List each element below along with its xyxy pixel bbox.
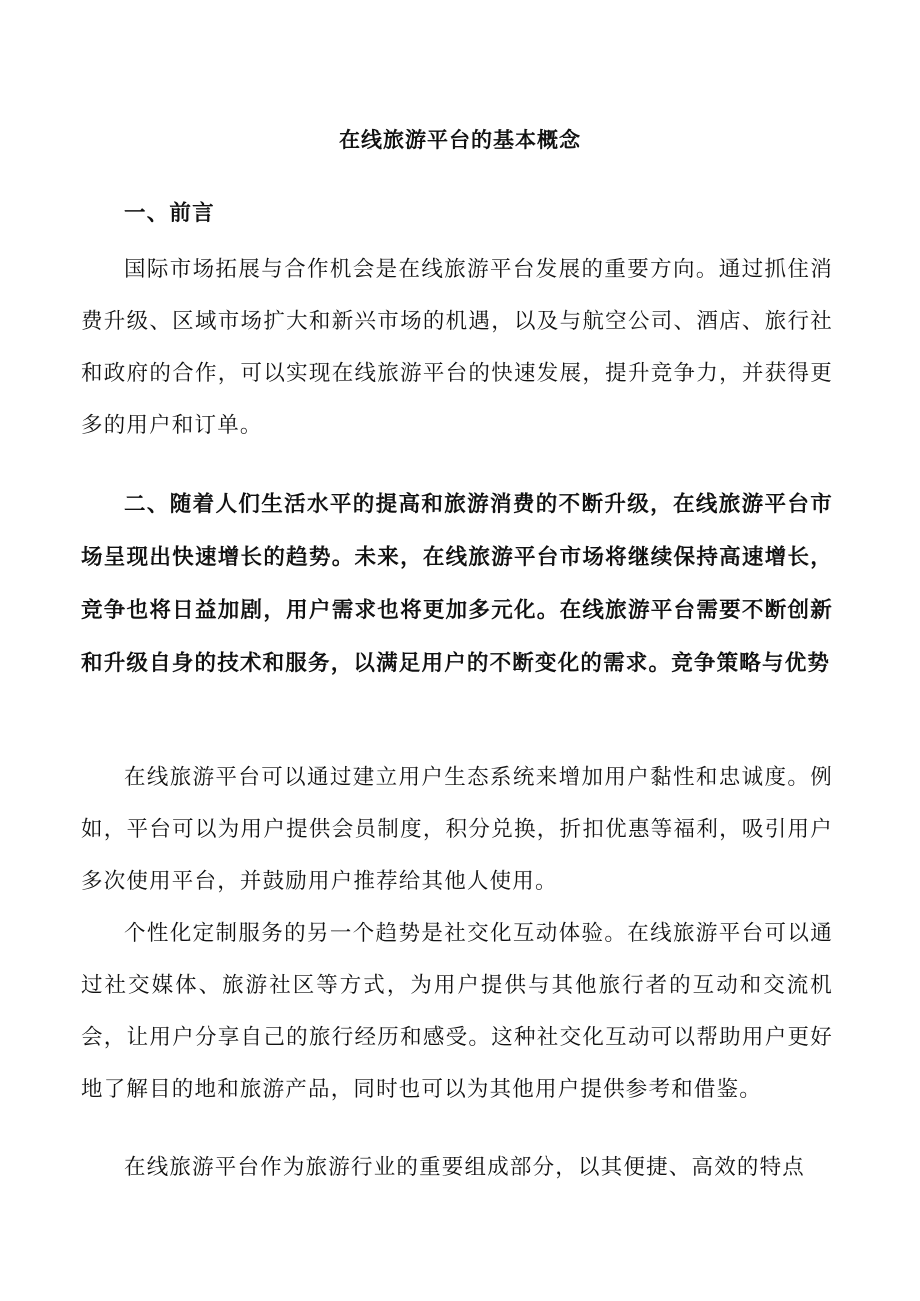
section-heading-competition: 二、随着人们生活水平的提高和旅游消费的不断升级，在线旅游平台市场呈现出快速增长的趋势。未来，在线旅游平台市场将继续保持高速增长，竞争也将日益加剧，用户需求也将更加多元化。在线旅游平台需要不断创新和升级自身的技术和服务，以满足用户的不断变化的需求。竞争策略与优势 <box>81 492 833 676</box>
paragraph-international-expansion: 国际市场拓展与合作机会是在线旅游平台发展的重要方向。通过抓住消费升级、区域市场扩大和新兴市场的机遇，以及与航空公司、酒店、旅行社和政府的合作，可以实现在线旅游平台的快速发展，提升竞争力，并获得更多的用户和订单。 <box>81 257 833 438</box>
paragraph-social-interaction: 个性化定制服务的另一个趋势是社交化互动体验。在线旅游平台可以通过社交媒体、旅游社区等方式，为用户提供与其他旅行者的互动和交流机会，让用户分享自己的旅行经历和感受。这种社交化互动可以帮助用户更好地了解目的地和旅游产品，同时也可以为其他用户提供参考和借鉴。 <box>81 921 833 1102</box>
page-title: 在线旅游平台的基本概念 <box>339 127 581 152</box>
section-heading-preface: 一、前言 <box>124 201 215 226</box>
paragraph-industry-role: 在线旅游平台作为旅游行业的重要组成部分，以其便捷、高效的特点 <box>124 1155 806 1180</box>
paragraph-user-ecosystem: 在线旅游平台可以通过建立用户生态系统来增加用户黏性和忠诚度。例如，平台可以为用户提供会员制度，积分兑换，折扣优惠等福利，吸引用户多次使用平台，并鼓励用户推荐给其他人使用。 <box>81 765 833 894</box>
